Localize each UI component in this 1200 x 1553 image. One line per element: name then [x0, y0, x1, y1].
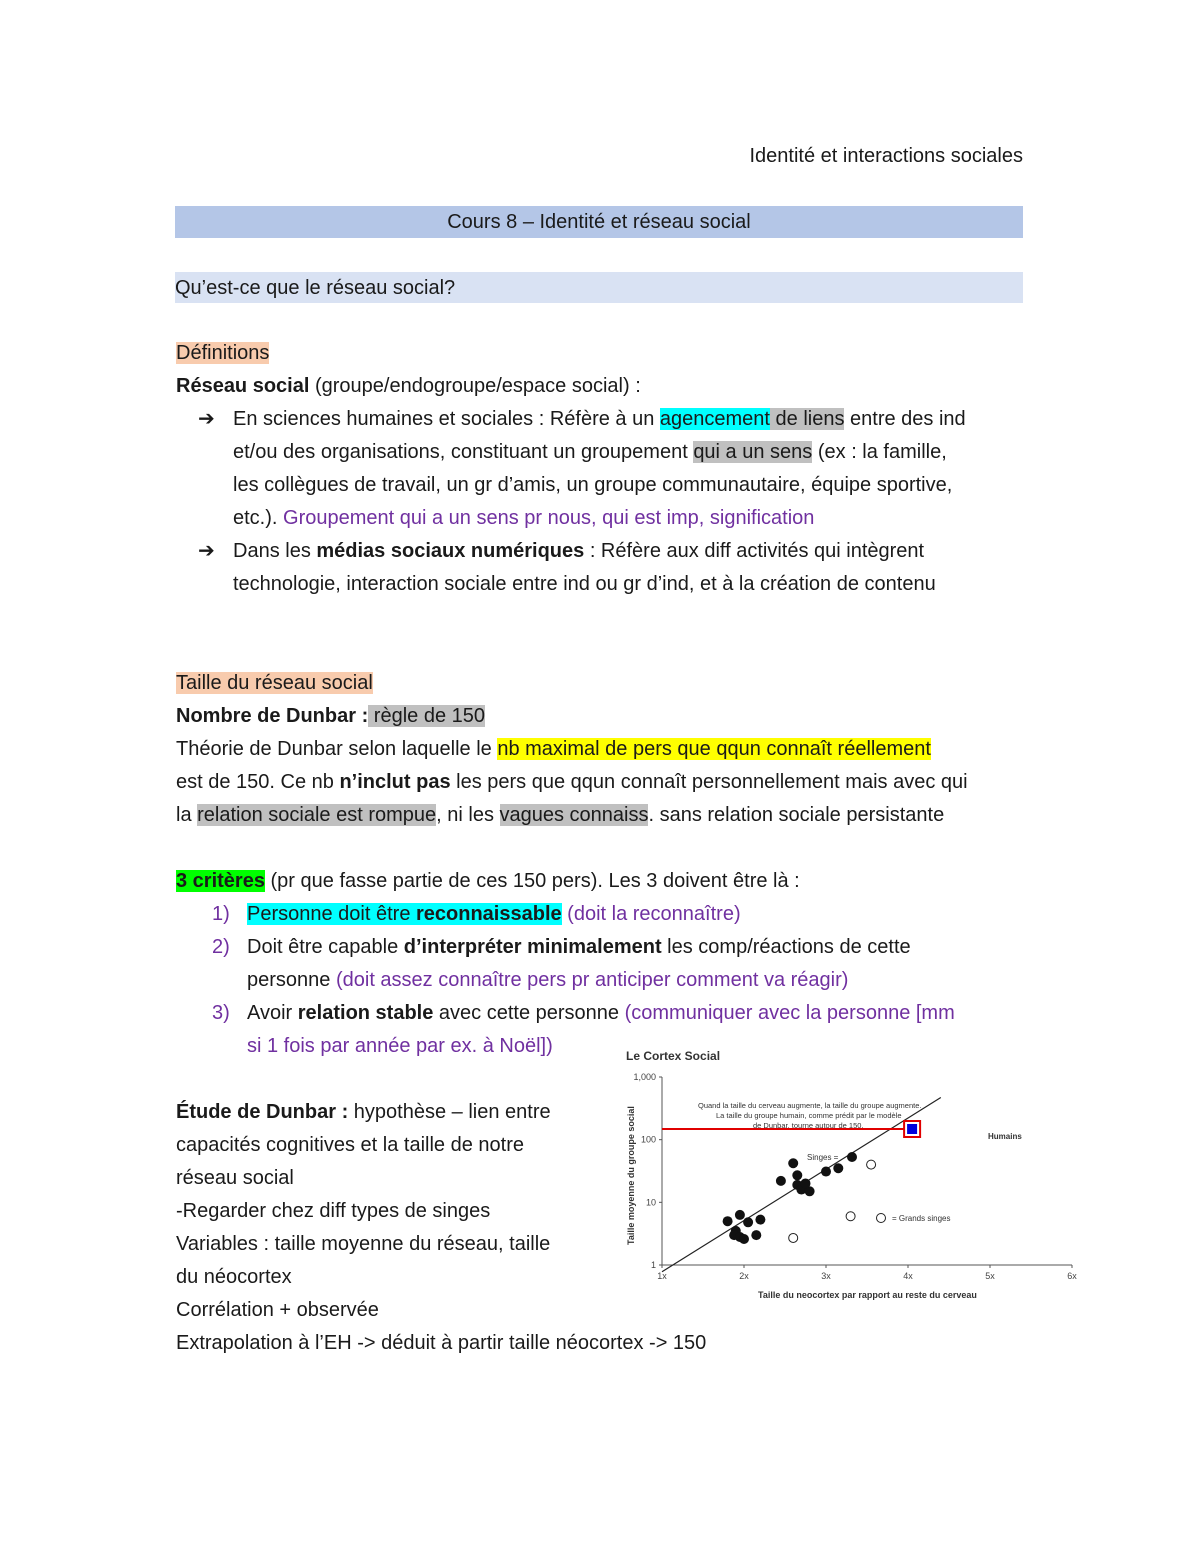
dunbar-rule: règle de 150 [368, 705, 486, 727]
ape-point [867, 1160, 876, 1169]
monkey-point [801, 1178, 811, 1188]
b1-l2-b: (ex : la famille, [812, 441, 947, 463]
b2-bold: médias sociaux numériques [316, 540, 585, 562]
p1-a: Théorie de Dunbar selon laquelle le [176, 738, 498, 760]
annotation-line: Quand la taille du cerveau augmente, la taille du groupe augmente. [698, 1101, 922, 1110]
legend-singes-marker [847, 1152, 857, 1162]
size-heading [176, 667, 373, 700]
p3-a: la [176, 804, 198, 826]
b1-l4-a: etc.). [233, 507, 284, 529]
criteria-hl: 3 critères [176, 870, 265, 892]
criterion-3-line2: si 1 fois par année par ex. à Noël]) [247, 1035, 553, 1057]
annotation-line: La taille du groupe humain, comme prédit par le modèle [716, 1111, 902, 1120]
c3-b: avec cette personne [433, 1002, 625, 1024]
arrow-bullet-icon: ➔ [198, 408, 215, 430]
p3-b: , ni les [436, 804, 500, 826]
c3-note: (communiquer avec la personne [mm [624, 1002, 955, 1024]
ape-point [789, 1233, 798, 1242]
bullet1-line2 [233, 436, 947, 469]
legend-grands-singes: = Grands singes [892, 1214, 951, 1223]
c2-note: (doit assez connaître pers pr anticiper comment va réagir) [335, 969, 849, 991]
study-bold: Étude de Dunbar : [176, 1101, 349, 1123]
bullet2-line1 [233, 535, 924, 568]
p2-bold: n’inclut pas [339, 771, 451, 793]
c1-hl-bold: reconnaissable [416, 903, 562, 925]
term-bold: Réseau social [176, 375, 310, 397]
y-tick-label: 100 [640, 1134, 656, 1145]
c1-hl [247, 903, 562, 925]
definition-term [176, 370, 641, 403]
x-tick-label: 6x [1067, 1271, 1077, 1281]
b1-hl-liens: de liens [769, 408, 845, 430]
dunbar-p3 [176, 799, 944, 832]
x-tick-label: 3x [821, 1271, 831, 1281]
monkey-point [723, 1216, 733, 1226]
chart-title: Le Cortex Social [626, 1049, 721, 1063]
lesson-banner: Cours 8 – Identité et réseau social [175, 206, 1023, 238]
y-tick-label: 1,000 [633, 1072, 656, 1082]
definitions-heading [176, 337, 269, 370]
study-line5: Variables : taille moyenne du réseau, taille [176, 1233, 551, 1255]
criterion-2-line2 [247, 964, 848, 997]
c2-b: les comp/réactions de cette [661, 936, 911, 958]
study-line2: capacités cognitives et la taille de notre [176, 1134, 524, 1156]
c1-note: (doit la reconnaître) [561, 903, 741, 925]
y-axis-label: Taille moyenne du groupe social [626, 1106, 636, 1245]
size-heading-text: Taille du réseau social [176, 672, 373, 694]
annotation-line: de Dunbar, tourne autour de 150. [753, 1121, 864, 1130]
arrow-bullet-icon: ➔ [198, 540, 215, 562]
p3-hl1: relation sociale est rompue [197, 804, 437, 826]
y-tick-label: 10 [645, 1197, 656, 1208]
monkey-point [743, 1217, 753, 1227]
dunbar-bold: Nombre de Dunbar : [176, 705, 369, 727]
criterion-number: 3) [212, 1002, 230, 1024]
monkey-point [833, 1163, 843, 1173]
b1-l4-note: Groupement qui a un sens pr nous, qui est imp, signification [283, 507, 815, 529]
x-tick-label: 1x [657, 1271, 667, 1281]
b1-text-a: En sciences humaines et sociales : Réfère à un [233, 408, 660, 430]
c2-l2-a: personne [247, 969, 336, 991]
dunbar-number [176, 700, 485, 733]
chart-annotation [698, 1101, 921, 1130]
bullet1-line3: les collègues de travail, un gr d’amis, un groupe communautaire, équipe sportive, [233, 474, 953, 496]
monkey-point [735, 1210, 745, 1220]
y-tick-label: 1 [650, 1260, 656, 1270]
study-line3: réseau social [176, 1167, 294, 1189]
monkey-point [776, 1176, 786, 1186]
p2-a: est de 150. Ce nb [176, 771, 340, 793]
criterion-number: 2) [212, 936, 230, 958]
c1-hl-a: Personne doit être [247, 903, 416, 925]
c2-bold: d’interpréter minimalement [403, 936, 662, 958]
definitions-heading-text: Définitions [176, 342, 270, 364]
study-rest: hypothèse – lien entre [348, 1101, 551, 1123]
bullet1-line4 [233, 502, 814, 535]
criterion-number: 1) [212, 903, 230, 925]
c2-a: Doit être capable [247, 936, 404, 958]
p1-hl: nb maximal de pers que qqun connaît réellement [497, 738, 931, 760]
monkey-point [821, 1167, 831, 1177]
bullet2-line2: technologie, interaction sociale entre ind ou gr d’ind, et à la création de contenu [233, 573, 936, 595]
p2-b: les pers que qqun connaît personnellement mais avec qui [450, 771, 968, 793]
section-banner: Qu’est-ce que le réseau social? [175, 272, 1023, 303]
p3-hl2: vagues connaiss [499, 804, 649, 826]
b2-a: Dans les [233, 540, 317, 562]
term-rest: (groupe/endogroupe/espace social) : [309, 375, 641, 397]
x-tick-label: 2x [739, 1271, 749, 1281]
monkey-point [792, 1170, 802, 1180]
monkey-point [739, 1234, 749, 1244]
b1-l2-a: et/ou des organisations, constituant un groupement [233, 441, 694, 463]
criterion-1 [247, 898, 741, 931]
dunbar-p2 [176, 766, 968, 799]
b1-text-b: entre des ind [844, 408, 966, 430]
dunbar-p1 [176, 733, 931, 766]
criterion-2 [247, 931, 911, 964]
monkey-point [788, 1158, 798, 1168]
b1-hl-agencement: agencement [659, 408, 770, 430]
monkey-point [751, 1230, 761, 1240]
x-tick-label: 4x [903, 1271, 913, 1281]
study-line6: du néocortex [176, 1266, 292, 1288]
study-line7: Corrélation + observée [176, 1299, 379, 1321]
c3-bold: relation stable [297, 1002, 434, 1024]
legend-ape-marker [877, 1214, 886, 1223]
study-line4: -Regarder chez diff types de singes [176, 1200, 491, 1222]
study-line8: Extrapolation à l’EH -> déduit à partir taille néocortex -> 150 [176, 1332, 707, 1354]
x-axis-label: Taille du neocortex par rapport au reste du cerveau [758, 1290, 977, 1300]
criterion-3 [247, 997, 955, 1030]
criteria-lead [176, 865, 800, 898]
b2-b: : Réfère aux diff activités qui intègrent [584, 540, 925, 562]
cortex-social-chart [600, 1040, 1090, 1310]
monkey-point [755, 1215, 765, 1225]
c3-a: Avoir [247, 1002, 298, 1024]
legend-singes: Singes = [807, 1153, 839, 1162]
p3-c: . sans relation sociale persistante [648, 804, 945, 826]
document-header: Identité et interactions sociales [749, 145, 1023, 167]
bullet1-line1 [233, 403, 966, 436]
ape-point [846, 1212, 855, 1221]
criteria-rest: (pr que fasse partie de ces 150 pers). Les 3 doivent être là : [264, 870, 800, 892]
b1-hl-sens: qui a un sens [693, 441, 813, 463]
human-point [907, 1124, 917, 1134]
x-tick-label: 5x [985, 1271, 995, 1281]
study-line1 [176, 1096, 551, 1129]
legend-humains: Humains [988, 1132, 1022, 1141]
